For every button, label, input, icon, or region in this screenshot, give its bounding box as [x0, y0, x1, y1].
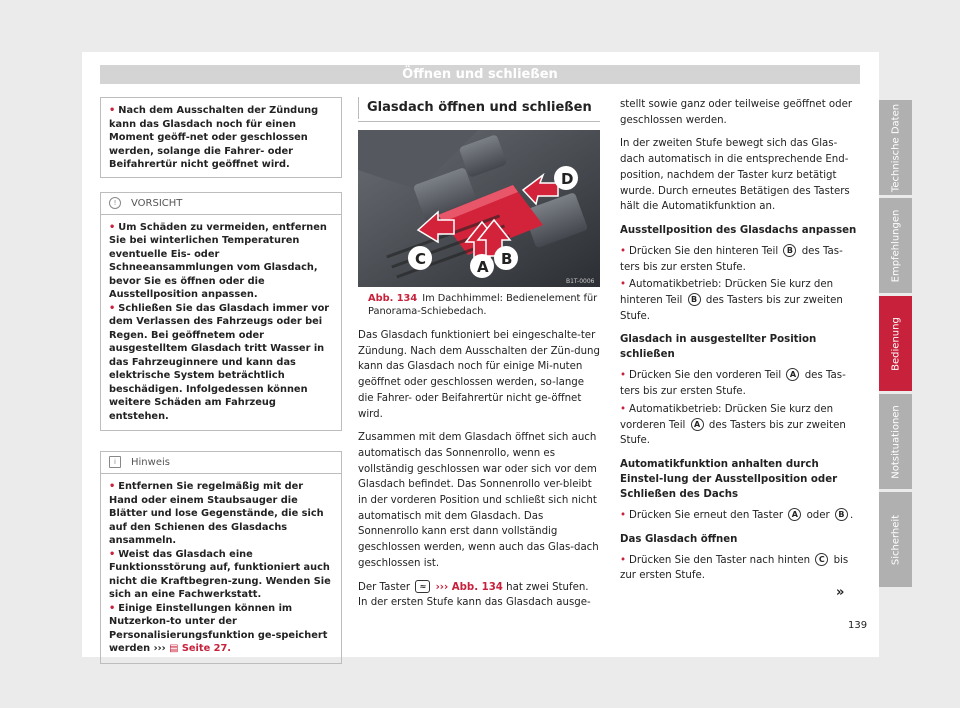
subheading: Glasdach in ausgestellter Position schließen: [620, 334, 817, 361]
p3-start: Der Taster: [358, 581, 411, 593]
text: des Tasters bis zur zweiten Stufe.: [620, 419, 846, 447]
ref-arrows: ›››: [153, 643, 166, 654]
tab-label: Empfehlungen: [890, 209, 901, 282]
hinweis-item: [109, 480, 333, 548]
bullet-item: [620, 553, 862, 584]
roof-control-illustration: [358, 130, 600, 287]
key-B: B: [688, 293, 701, 306]
bullet-icon: •: [620, 279, 627, 291]
middle-body: [358, 328, 600, 611]
section-rule: [358, 121, 600, 122]
hinweis-item-text: Einige Einstellungen können im Nutzerkon-to unter der Personalisierungsfunktion ge-speichert werden: [109, 602, 328, 654]
bullet-item: [620, 244, 862, 275]
hinweis-item-text: Entfernen Sie regelmäßig mit der Hand oder einem Staubsauger die Blätter und lose Gegenstände, die sich auf den Schienen des Glasdachs ansammeln.: [109, 481, 324, 546]
bullet-icon: •: [109, 481, 116, 492]
figure-caption: [368, 292, 600, 318]
figure-ref-link[interactable]: ››› Abb. 134: [435, 581, 503, 593]
text: Automatikbetrieb: Drücken Sie kurz den vorderen Teil: [620, 403, 834, 431]
vorsicht-body: [101, 215, 341, 431]
vorsicht-box: [100, 192, 342, 432]
bullet-icon: •: [109, 302, 116, 314]
middle-column: [358, 97, 600, 619]
info-icon: i: [109, 456, 121, 468]
right-body: [620, 97, 862, 584]
hinweis-header: [101, 452, 341, 474]
tab-notsituationen[interactable]: [879, 394, 912, 489]
bullet-icon: •: [620, 403, 627, 415]
subheading: Automatikfunktion anhalten durch Einstel-lung der Ausstellposition oder Schließen des Dachs: [620, 458, 838, 500]
tab-label: Technische Daten: [890, 103, 901, 192]
bullet-item: [620, 508, 862, 524]
p3-end: hat zwei Stufen. In der ersten Stufe kann das Glasdach ausge-: [358, 581, 591, 609]
text: des Tasters bis zur zweiten Stufe.: [620, 295, 843, 322]
tab-label: Sicherheit: [890, 514, 901, 565]
text: .: [849, 509, 854, 521]
vorsicht-title: VORSICHT: [131, 197, 183, 209]
bullet-item: [620, 277, 862, 324]
tab-label: Bedienung: [890, 316, 901, 371]
hinweis-item-text: Weist das Glasdach eine Funktionsstörung auf, funktioniert auch nicht die Kraftbegren-zung. Wenden Sie sich an eine Fachwerkstatt.: [109, 548, 331, 600]
text: bis zur ersten Stufe.: [620, 554, 849, 582]
vorsicht-item-text: Um Schäden zu vermeiden, entfernen Sie bei winterlichen Temperaturen eventuelle Eis- oder Schneeansammlungen vom Glasdach, bevor Sie es öffnen oder die Ausstellposition anpassen.: [109, 221, 327, 300]
caption-label: Abb. 134: [368, 293, 418, 304]
text: oder: [806, 509, 830, 521]
tab-bedienung[interactable]: [879, 296, 912, 391]
bullet-item: [620, 402, 862, 449]
bullet-item: [620, 368, 862, 399]
key-A: A: [786, 368, 799, 381]
right-column: [620, 97, 862, 592]
vorsicht-item: [109, 302, 333, 424]
roof-button-icon: ≈: [415, 580, 430, 593]
figure-roof-control: [358, 130, 600, 287]
hinweis-title: Hinweis: [131, 457, 170, 468]
key-B: B: [835, 508, 848, 521]
left-column: [100, 97, 342, 684]
bullet-icon: •: [620, 509, 627, 521]
paragraph: Zusammen mit dem Glasdach öffnet sich auch automatisch das Sonnenrollo, wenn es vollständig geschlossen war oder sich vor dem Glasdach befindet. Das Sonnenrollo ver-bleibt in der vorderen Position und schließt sich nicht automatisch mit dem Glasdach. Das Sonnenrollo kann erst dann vollständig geschlossen werden, wenn auch das Glas-dach geschlossen ist.: [358, 432, 599, 569]
vorsicht-item: [109, 221, 333, 302]
label-D: D: [561, 170, 574, 188]
paragraph: In der zweiten Stufe bewegt sich das Glas-dach automatisch in die entsprechende End-position, nachdem der Taster kurz betätigt wurde. Durch erneutes Betätigen des Tasters hält die Automatikfunktion an.: [620, 138, 850, 213]
hinweis-item: [109, 548, 333, 602]
key-B: B: [783, 244, 796, 257]
top-note-text: Nach dem Ausschalten der Zündung kann das Glasdach noch für einen Moment geöff-net oder geschlossen werden, solange die Fahrer- oder Beifahrertür nicht geöffnet wird.: [109, 105, 319, 170]
tab-empfehlungen[interactable]: [879, 198, 912, 293]
page-header: Öffnen und schließen: [100, 65, 860, 84]
bullet-icon: •: [109, 548, 116, 560]
top-note-box: [100, 97, 342, 178]
side-tab-nav: [879, 100, 912, 590]
book-icon: ▤: [169, 643, 179, 654]
key-A: A: [788, 508, 801, 521]
tab-label: Notsituationen: [890, 404, 901, 479]
hinweis-item: [109, 602, 333, 656]
warning-icon: !: [109, 197, 121, 209]
key-C: C: [815, 553, 828, 566]
paragraph: Das Glasdach funktioniert bei eingeschalte-ter Zündung. Nach dem Ausschalten der Zün-dung kann das Glasdach noch für einige Mi-nuten geöffnet oder geschlossen werden, so-lange die Fahrer- oder Beifahrertür nicht ge-öffnet wird.: [358, 330, 600, 420]
label-A: A: [477, 258, 489, 276]
key-A: A: [691, 418, 704, 431]
text: des Tas-ters bis zur ersten Stufe.: [620, 245, 843, 273]
bullet-icon: •: [109, 602, 116, 614]
subheading: Das Glasdach öffnen: [620, 533, 738, 545]
paragraph: [358, 580, 600, 611]
text: Drücken Sie den vorderen Teil: [629, 370, 782, 382]
vorsicht-header: [101, 193, 341, 215]
tab-technische-daten[interactable]: [879, 100, 912, 195]
bullet-icon: •: [620, 554, 627, 566]
caption-text: Im Dachhimmel: Bedienelement für Panorama-Schiebedach.: [368, 293, 598, 317]
label-C: C: [415, 250, 427, 268]
subheading: Ausstellposition des Glasdachs anpassen: [620, 224, 857, 236]
figure-code: B1T-0006: [566, 278, 595, 285]
text: Drücken Sie erneut den Taster: [629, 509, 784, 521]
bullet-icon: •: [109, 221, 116, 233]
text: des Tas-ters bis zur ersten Stufe.: [620, 370, 846, 398]
bullet-icon: •: [109, 105, 116, 116]
page-link[interactable]: Seite 27.: [181, 643, 231, 654]
text: Drücken Sie den Taster nach hinten: [629, 554, 811, 566]
paragraph: stellt sowie ganz oder teilweise geöffnet oder geschlossen werden.: [620, 99, 853, 126]
bullet-icon: •: [620, 370, 627, 382]
text: Drücken Sie den hinteren Teil: [629, 245, 779, 257]
vorsicht-item-text: Schließen Sie das Glasdach immer vor dem Verlassen des Fahrzeugs oder bei Regen. Bei geöffnetem oder ausgestelltem Glasdach tritt Wasser in das Fahrzeuginnere und kann das elektrische System beträchtlich beschädigen. Infolgedessen können weitere Schäden am Fahrzeug entstehen.: [109, 302, 330, 422]
continue-mark: »: [836, 585, 845, 600]
bullet-icon: •: [620, 245, 627, 257]
label-B: B: [501, 250, 513, 268]
text: Automatikbetrieb: Drücken Sie kurz den hinteren Teil: [620, 279, 834, 307]
section-title: Glasdach öffnen und schließen: [358, 97, 600, 119]
hinweis-box: [100, 451, 342, 664]
page-number: 139: [848, 620, 868, 631]
tab-sicherheit[interactable]: [879, 492, 912, 587]
hinweis-body: [101, 474, 341, 663]
